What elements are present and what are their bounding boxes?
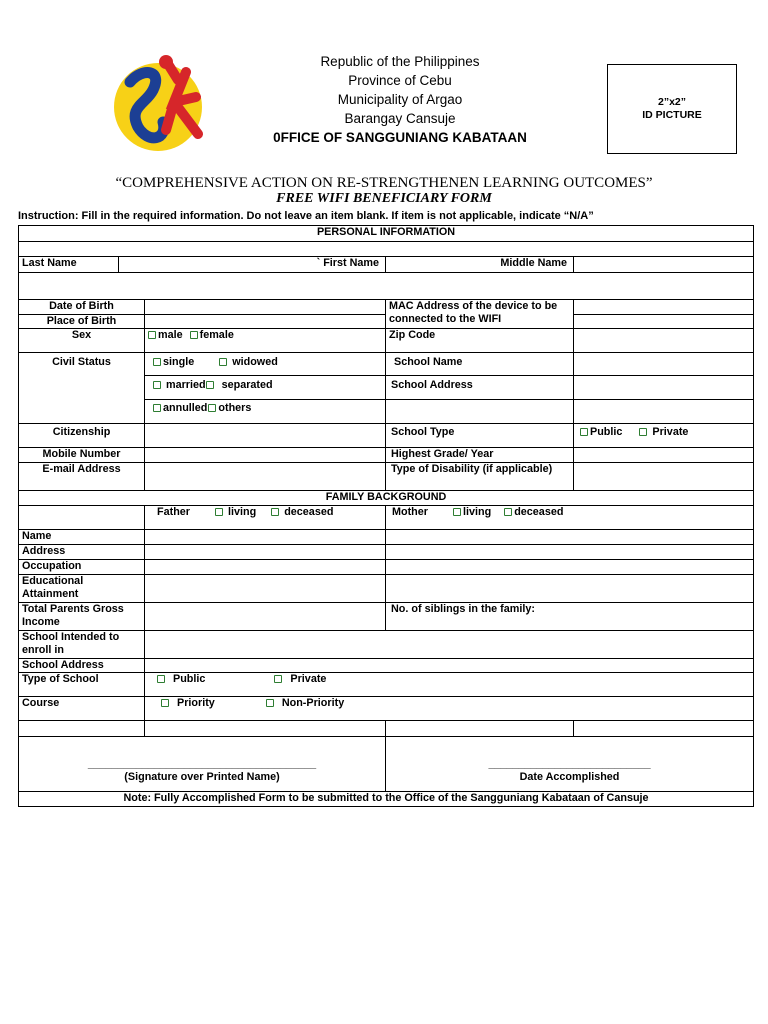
income-label: Total Parents Gross Income	[19, 603, 145, 631]
dob-field[interactable]	[145, 300, 386, 315]
widowed-label: widowed	[232, 356, 278, 368]
sk-logo-icon	[108, 52, 218, 152]
non-priority-checkbox[interactable]	[266, 699, 274, 707]
program-title: “COMPREHENSIVE ACTION ON RE-STRENGTHENEN LEARNING OUTCOMES”	[115, 175, 653, 191]
family-blank	[19, 506, 145, 530]
blank-cell[interactable]	[19, 721, 145, 737]
annulled-checkbox[interactable]	[153, 404, 161, 412]
public-label: Public	[590, 426, 623, 438]
course-options	[145, 697, 754, 721]
mac-address-label: MAC Address of the device to be connected to the WIFI	[386, 300, 574, 329]
private-label: Private	[652, 426, 689, 438]
school-intended-label: School Intended to enroll in	[19, 631, 145, 659]
mother-address-field[interactable]	[386, 545, 754, 560]
non-priority-label: Non-Priority	[281, 697, 345, 709]
intended-public-checkbox[interactable]	[157, 675, 165, 683]
sex-options	[145, 329, 386, 353]
mother-deceased-label: deceased	[514, 506, 564, 518]
logo-red-head	[159, 55, 173, 69]
email-field[interactable]	[145, 463, 386, 491]
parent-occupation-label: Occupation	[19, 560, 145, 575]
others-checkbox[interactable]	[208, 404, 216, 412]
father-address-field[interactable]	[145, 545, 386, 560]
grade-label: Highest Grade/ Year	[386, 448, 574, 463]
single-label: single	[163, 356, 195, 368]
education-label: Educational Attainment	[19, 575, 145, 603]
citizenship-label: Citizenship	[19, 424, 145, 448]
civil-status-row-3	[145, 400, 386, 424]
gov-line: Municipality of Argao	[337, 92, 463, 107]
dob-label: Date of Birth	[19, 300, 145, 315]
mother-living-label: living	[463, 506, 492, 518]
school-address-label: School Address	[386, 376, 574, 400]
gov-line: Barangay Cansuje	[344, 111, 456, 126]
annulled-label: annulled	[163, 402, 208, 414]
blank-cell[interactable]	[145, 721, 386, 737]
pob-field[interactable]	[145, 315, 386, 329]
type-of-school-options	[145, 673, 754, 697]
priority-label: Priority	[177, 697, 215, 709]
mobile-label: Mobile Number	[19, 448, 145, 463]
course-label: Course	[19, 697, 145, 721]
father-deceased-checkbox[interactable]	[271, 508, 279, 516]
id-picture-box[interactable]	[607, 64, 737, 154]
single-checkbox[interactable]	[153, 358, 161, 366]
signature-line: ______________________________________	[87, 758, 317, 770]
civil-status-row-2	[145, 376, 386, 400]
school-type-options	[574, 424, 754, 448]
priority-checkbox[interactable]	[161, 699, 169, 707]
parent-name-label: Name	[19, 530, 145, 545]
date-cell[interactable]	[386, 737, 754, 792]
father-living-label: living	[228, 506, 257, 518]
mother-living-checkbox[interactable]	[453, 508, 461, 516]
father-label: Father	[157, 506, 190, 518]
parent-address-label: Address	[19, 545, 145, 560]
date-line: ___________________________	[488, 758, 651, 770]
blank-row[interactable]	[19, 242, 754, 257]
instruction-text: Instruction: Fill in the required information. Do not leave an item blank. If item is not applicable, indicate “N/A”	[18, 210, 594, 222]
father-occupation-field[interactable]	[145, 560, 386, 575]
date-label: Date Accomplished	[519, 771, 620, 783]
intended-private-label: Private	[290, 673, 327, 685]
form-title: FREE WIFI BENEFICIARY FORM	[276, 191, 492, 206]
mobile-field[interactable]	[145, 448, 386, 463]
form-grid	[18, 225, 754, 807]
disability-label: Type of Disability (if applicable)	[386, 463, 574, 491]
blank-cell[interactable]	[574, 721, 754, 737]
mother-status	[386, 506, 754, 530]
government-heading	[250, 52, 550, 147]
intended-public-label: Public	[173, 673, 206, 685]
father-education-field[interactable]	[145, 575, 386, 603]
school-address-field[interactable]	[574, 376, 754, 400]
father-name-field[interactable]	[145, 530, 386, 545]
id-size: 2”x2”	[657, 96, 687, 108]
grade-field[interactable]	[574, 448, 754, 463]
pob-label: Place of Birth	[19, 315, 145, 329]
mac-address-field-2[interactable]	[574, 315, 754, 329]
personal-info-heading: PERSONAL INFORMATION	[19, 226, 754, 242]
id-label: ID PICTURE	[642, 109, 702, 121]
mother-name-field[interactable]	[386, 530, 754, 545]
middle-name-field[interactable]	[574, 257, 754, 273]
blank-cell[interactable]	[386, 721, 574, 737]
income-field[interactable]	[145, 603, 386, 631]
form-header	[0, 0, 768, 170]
male-label: male	[158, 329, 183, 341]
father-living-checkbox[interactable]	[215, 508, 223, 516]
father-status	[145, 506, 386, 530]
female-checkbox[interactable]	[190, 331, 198, 339]
gov-line: Province of Cebu	[348, 73, 452, 88]
zip-code-field[interactable]	[574, 329, 754, 353]
last-name-label: Last Name	[19, 257, 119, 273]
married-checkbox[interactable]	[153, 381, 161, 389]
office-name: 0FFICE OF SANGGUNIANG KABATAAN	[273, 130, 527, 145]
separated-checkbox[interactable]	[206, 381, 214, 389]
signature-cell[interactable]	[19, 737, 386, 792]
married-label: married	[166, 379, 206, 391]
school-type-label: School Type	[386, 424, 574, 448]
intended-private-checkbox[interactable]	[274, 675, 282, 683]
email-label: E-mail Address	[19, 463, 145, 491]
school-intended-field[interactable]	[145, 631, 754, 659]
first-name-label: ` First Name	[119, 257, 386, 273]
middle-name-label: Middle Name	[386, 257, 574, 273]
signature-label: (Signature over Printed Name)	[124, 771, 280, 783]
civil-status-label: Civil Status	[19, 353, 145, 424]
mother-education-field[interactable]	[386, 575, 754, 603]
siblings-label: No. of siblings in the family:	[386, 603, 754, 631]
disability-field[interactable]	[574, 463, 754, 491]
male-checkbox[interactable]	[148, 331, 156, 339]
widowed-checkbox[interactable]	[219, 358, 227, 366]
name-entry-row[interactable]	[19, 273, 754, 300]
civil-status-row-1	[145, 353, 386, 376]
school-name-field[interactable]	[574, 353, 754, 376]
school-address-blank[interactable]	[386, 400, 574, 424]
gov-line: Republic of the Philippines	[320, 54, 480, 69]
zip-code-label: Zip Code	[386, 329, 574, 353]
school-address-field-2[interactable]	[574, 400, 754, 424]
mac-address-field[interactable]	[574, 300, 754, 315]
school-name-label: School Name	[386, 353, 574, 376]
intended-school-address-label: School Address	[19, 659, 145, 673]
father-deceased-label: deceased	[284, 506, 334, 518]
mother-occupation-field[interactable]	[386, 560, 754, 575]
citizenship-field[interactable]	[145, 424, 386, 448]
mother-deceased-checkbox[interactable]	[504, 508, 512, 516]
type-of-school-label: Type of School	[19, 673, 145, 697]
mother-label: Mother	[392, 506, 428, 518]
public-checkbox[interactable]	[580, 428, 588, 436]
sex-label: Sex	[19, 329, 145, 353]
separated-label: separated	[221, 379, 273, 391]
submission-note: Note: Fully Accomplished Form to be submitted to the Office of the Sangguniang Kabataan of Cansuje	[19, 792, 754, 807]
family-background-heading: FAMILY BACKGROUND	[19, 491, 754, 506]
female-label: female	[199, 329, 234, 341]
others-label: others	[218, 402, 252, 414]
intended-school-address-field[interactable]	[145, 659, 754, 673]
private-checkbox[interactable]	[639, 428, 647, 436]
